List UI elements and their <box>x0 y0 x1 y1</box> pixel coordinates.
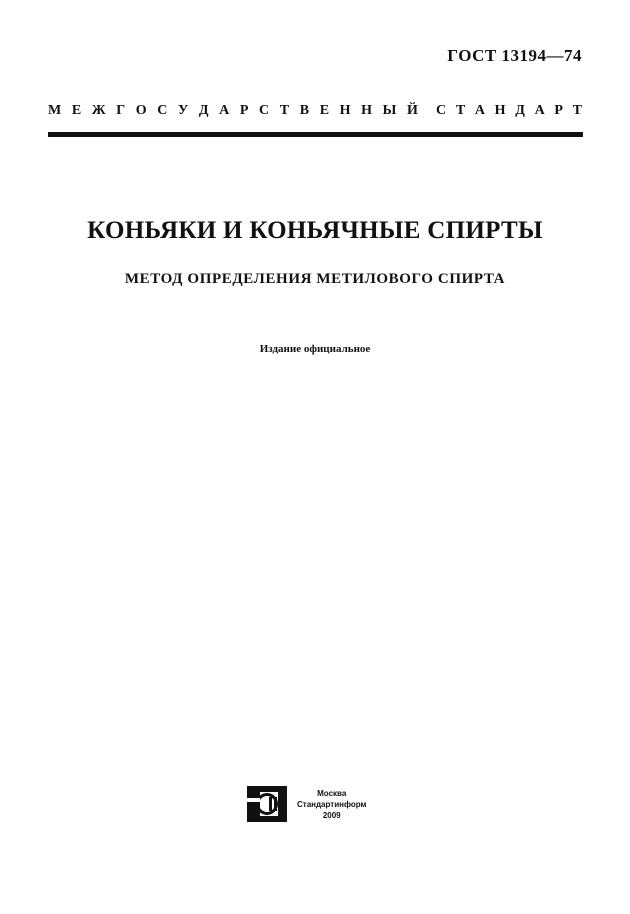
banner-letter: С <box>436 103 447 118</box>
banner-letter: Т <box>572 103 582 118</box>
imprint-city: Москва <box>317 788 347 798</box>
document-title: КОНЬЯКИ И КОНЬЯЧНЫЕ СПИРТЫ <box>87 217 543 244</box>
banner-letter: А <box>219 103 230 118</box>
banner-letter: Д <box>515 103 525 118</box>
imprint-year: 2009 <box>322 810 341 820</box>
banner-letter: Н <box>361 103 373 118</box>
banner-letter: Ы <box>382 103 397 118</box>
edition-note: Издание официальное <box>259 343 371 355</box>
banner-letter: Т <box>455 103 466 118</box>
banner-letter: Н <box>339 103 351 118</box>
banner-letter: Р <box>239 103 249 118</box>
banner-word-interstate <box>48 103 418 119</box>
banner-letter: С <box>157 103 168 118</box>
header-divider <box>48 132 583 137</box>
banner-letter: Е <box>71 103 82 118</box>
publisher-block <box>247 786 366 822</box>
banner-letter: М <box>48 103 62 118</box>
imprint-publisher: Стандартинформ <box>297 799 367 809</box>
banner-letter: Г <box>116 103 126 118</box>
banner-letter: Й <box>407 103 418 118</box>
banner-letter: У <box>178 103 189 118</box>
banner-letter: Д <box>198 103 209 118</box>
banner-letter: А <box>534 103 545 118</box>
imprint-text <box>297 788 366 821</box>
document-code: ГОСТ 13194—74 <box>447 46 582 65</box>
banner-letter: Р <box>554 103 563 118</box>
banner-letter: Т <box>279 103 290 118</box>
banner-letter: Е <box>319 103 330 118</box>
document-subtitle: МЕТОД ОПРЕДЕЛЕНИЯ МЕТИЛОВОГО СПИРТА <box>124 271 506 287</box>
banner-word-standard <box>436 103 582 119</box>
banner-letter: О <box>135 103 147 118</box>
banner-letter: В <box>299 103 310 118</box>
banner-letter: С <box>259 103 270 118</box>
banner-letter: Н <box>494 103 506 118</box>
interstate-standard-banner <box>48 103 582 119</box>
banner-letter: А <box>474 103 485 118</box>
standartinform-logo-icon <box>247 786 287 822</box>
banner-letter: Ж <box>91 103 106 118</box>
